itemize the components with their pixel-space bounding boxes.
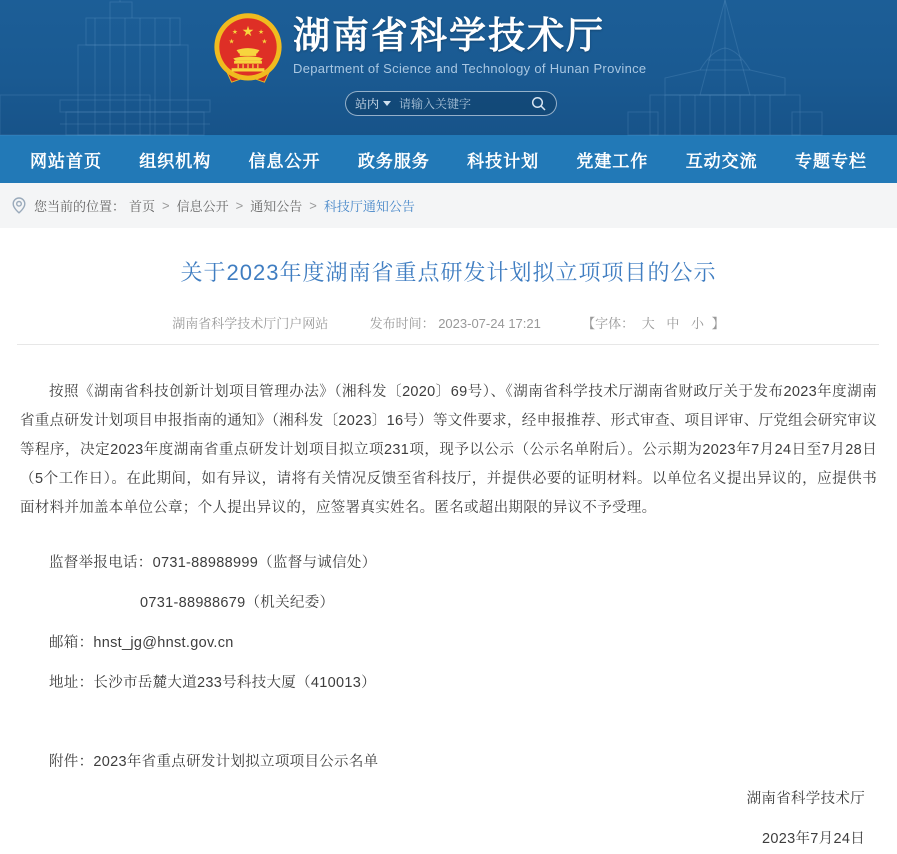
signature-date: 2023年7月24日 [762, 831, 865, 847]
publish-time-label: 发布时间： [369, 316, 435, 331]
nav-item-interaction[interactable]: 互动交流 [685, 151, 758, 171]
site-brand [293, 13, 646, 76]
search-scope-dropdown[interactable] [355, 95, 391, 112]
svg-text:★: ★ [258, 27, 265, 36]
font-size-label-end: 】 [711, 316, 725, 331]
search-scope-label: 站内 [355, 97, 380, 111]
site-header [0, 0, 897, 135]
breadcrumb-separator: > [309, 198, 317, 213]
location-pin-icon [12, 197, 26, 214]
font-size-large-button[interactable]: 大 [641, 316, 655, 331]
nav-item-home[interactable]: 网站首页 [30, 151, 102, 171]
svg-text:★: ★ [231, 27, 238, 36]
article-body-paragraph: 按照《湖南省科技创新计划项目管理办法》（湘科发〔2020〕69号）、《湖南省科学技术厅湖南省财政厅关于发布2023年度湖南省重点研发计划项目申报指南的通知》（湘科发〔2023〕16号）等文件要求，经申报推荐、形式审查、项目评审、厅党组会研究审议等程序，决定2023年度湖南省重点研发计划项目拟立项231项，现予以公示（公示名单附后）。公示期为2023年7月24日至7月28日（5个工作日）。在此期间，如有异议，请将有关情况反馈至省科技厅，并提供必要的证明材料。以单位名义提出异议的，应提供书面材料并加盖本单位公章；个人提出异议的，应签署真实姓名。匿名或超出期限的异议不予受理。 [20, 384, 877, 516]
nav-item-info-disclosure[interactable]: 信息公开 [248, 151, 321, 171]
breadcrumb-prefix: 您当前的位置： [34, 199, 126, 214]
nav-item-party-building[interactable]: 党建工作 [576, 151, 649, 171]
contact-block [20, 549, 877, 698]
nav-item-gov-services[interactable]: 政务服务 [357, 151, 430, 171]
svg-text:★: ★ [261, 37, 268, 46]
font-size-small-button[interactable]: 小 [691, 316, 705, 331]
site-search [345, 91, 557, 116]
site-subtitle: Department of Science and Technology of Hunan Province [293, 61, 647, 76]
breadcrumb-home[interactable]: 首页 [129, 199, 156, 214]
attachment-link[interactable]: 2023年省重点研发计划拟立项项目公示名单 [93, 754, 379, 770]
email-line: 邮箱：hnst_jg@hnst.gov.cn [49, 635, 234, 651]
font-size-label: 【字体： [582, 316, 635, 331]
meta-divider [17, 344, 879, 345]
supervision-phone-line: 监督举报电话：0731-88988999（监督与诚信处） [49, 555, 377, 571]
attachment-label: 附件： [49, 754, 94, 770]
search-input[interactable] [399, 97, 529, 111]
site-title: 湖南省科学技术厅 [293, 15, 605, 56]
search-icon [531, 96, 546, 111]
breadcrumb-separator: > [162, 198, 170, 213]
search-button[interactable] [529, 95, 547, 113]
nav-item-organization[interactable]: 组织机构 [139, 151, 212, 171]
article-meta [20, 314, 877, 334]
discipline-phone-line: 0731-88988679（机关纪委） [140, 595, 335, 611]
nav-item-special-topics[interactable]: 专题专栏 [794, 151, 867, 171]
address-line: 地址：长沙市岳麓大道233号科技大厦（410013） [49, 675, 376, 691]
article-content [0, 258, 897, 854]
breadcrumb-current[interactable]: 科技厅通知公告 [323, 199, 415, 214]
breadcrumb-notices[interactable]: 通知公告 [250, 199, 303, 214]
signature-agency: 湖南省科学技术厅 [746, 791, 865, 807]
breadcrumb-separator: > [235, 198, 244, 213]
article-source: 湖南省科学技术厅门户网站 [172, 316, 329, 331]
svg-text:★: ★ [241, 24, 255, 41]
caret-down-icon [383, 101, 391, 106]
attachment-line [20, 748, 877, 777]
font-size-medium-button[interactable]: 中 [666, 316, 680, 331]
national-emblem-logo [207, 9, 289, 93]
svg-text:★: ★ [228, 37, 235, 46]
breadcrumb [0, 183, 897, 228]
nav-item-sci-programs[interactable]: 科技计划 [467, 151, 540, 171]
main-nav [0, 135, 897, 183]
article-title: 关于2023年度湖南省重点研发计划拟立项项目的公示 [180, 260, 717, 285]
breadcrumb-info-disclosure[interactable]: 信息公开 [176, 199, 229, 214]
publish-time-value: 2023-07-24 17:21 [438, 316, 541, 331]
